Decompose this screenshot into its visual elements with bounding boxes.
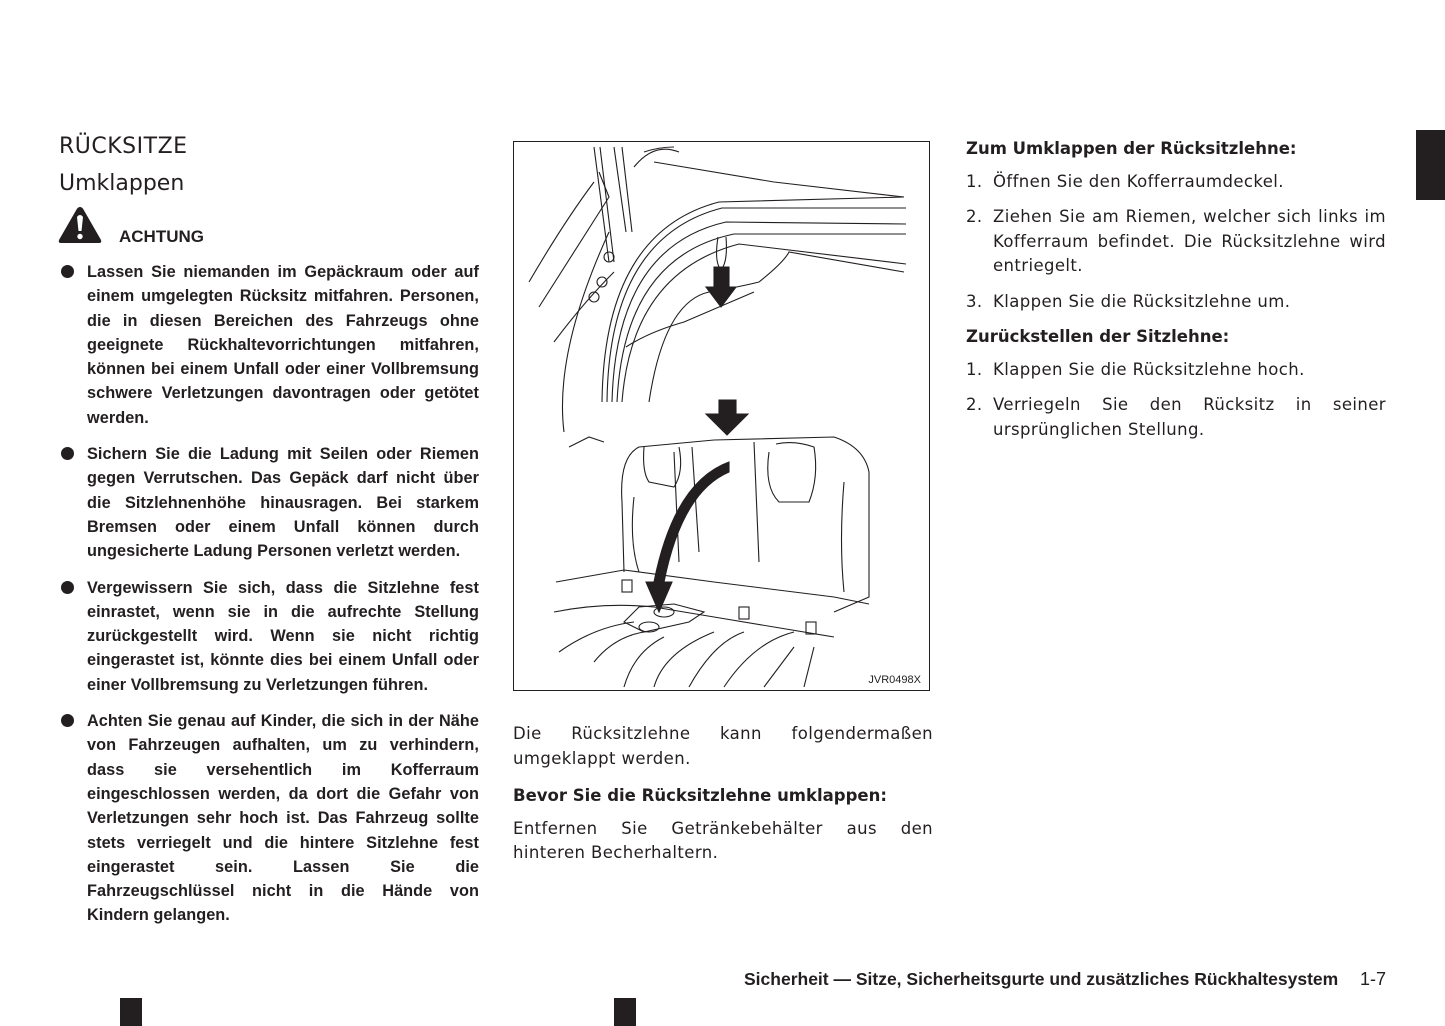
- middle-column: [513, 722, 933, 879]
- crop-mark: [120, 998, 142, 1026]
- fold-steps: [966, 170, 1386, 315]
- crop-mark: [614, 998, 636, 1026]
- step-item: 1. Klappen Sie die Rücksitzlehne hoch.: [966, 359, 1305, 379]
- seat-fold-illustration: [513, 141, 930, 691]
- step-item: 2. Ziehen Sie am Riemen, welcher sich links im Kofferraum befindet. Die Rücksitzlehne wird entriegelt.: [966, 207, 1386, 275]
- return-heading: Zurückstellen der Sitzlehne:: [966, 327, 1230, 346]
- page-number: 1-7: [1360, 969, 1387, 989]
- sub-title: Umklappen: [59, 171, 185, 196]
- chapter-thumb-tab: [1416, 130, 1445, 200]
- right-column: [966, 137, 1386, 453]
- warning-item: Lassen Sie niemanden im Gepäckraum oder auf einem umgelegten Rücksitz mitfahren. Personen, die in diesen Bereichen des Fahrzeugs ohne geeignete Rückhaltevorrichtungen mitfahren, können bei einem Unfall oder einer Vollbremsung schwere Verletzungen davontragen oder getötet werden.: [59, 260, 479, 430]
- bullet-icon: [61, 581, 74, 594]
- warning-label: ACHTUNG: [119, 227, 204, 246]
- before-heading: Bevor Sie die Rücksitzlehne umklappen:: [513, 786, 887, 805]
- bullet-icon: [61, 447, 74, 460]
- footer-chapter: Sicherheit — Sitze, Sicherheitsgurte und zusätzliches Rückhaltesystem: [744, 969, 1339, 989]
- intro-text: Die Rücksitzlehne kann folgendermaßen umgeklappt werden.: [513, 724, 933, 768]
- figure-code: JVR0498X: [868, 674, 921, 686]
- fold-heading: Zum Umklappen der Rücksitzlehne:: [966, 139, 1297, 158]
- return-steps: [966, 358, 1386, 443]
- step-item: 1. Öffnen Sie den Kofferraumdeckel.: [966, 171, 1284, 191]
- bullet-icon: [61, 714, 74, 727]
- before-text: Entfernen Sie Getränkebehälter aus den hinteren Becherhaltern.: [513, 818, 933, 862]
- warning-item: Achten Sie genau auf Kinder, die sich in der Nähe von Fahrzeugen aufhalten, um zu verhindern, dass sie versehentlich im Kofferraum eingeschlossen werden, da dort die Gefahr von Verletzungen sehr hoch ist. Das Fahrzeug sollte stets verriegelt und die hintere Sitzlehne fest eingerastet sein. Lassen Sie die Fahrzeugschlüssel nicht in die Hände von Kindern gelangen.: [59, 709, 479, 928]
- warning-item: Vergewissern Sie sich, dass die Sitzlehne fest einrastet, wenn sie in die aufrechte Stellung zurückgestellt wird. Wenn sie nicht richtig eingerastet ist, könnte dies bei einem Unfall oder einer Vollbremsung zu Verletzungen führen.: [59, 576, 479, 697]
- step-item: 2. Verriegeln Sie den Rücksitz in seiner ursprünglichen Stellung.: [966, 395, 1386, 439]
- warning-item: Sichern Sie die Ladung mit Seilen oder Riemen gegen Verrutschen. Das Gepäck darf nicht über die Sitzlehnenhöhe hinausragen. Bei starkem Bremsen oder einem Unfall können durch ungesicherte Ladung Personen verletzt werden.: [59, 442, 479, 563]
- section-title: RÜCKSITZE: [59, 134, 188, 159]
- step-item: 3. Klappen Sie die Rücksitzlehne um.: [966, 291, 1291, 311]
- warning-triangle-icon: [57, 205, 103, 245]
- bullet-icon: [61, 265, 74, 278]
- warning-list: [59, 260, 479, 940]
